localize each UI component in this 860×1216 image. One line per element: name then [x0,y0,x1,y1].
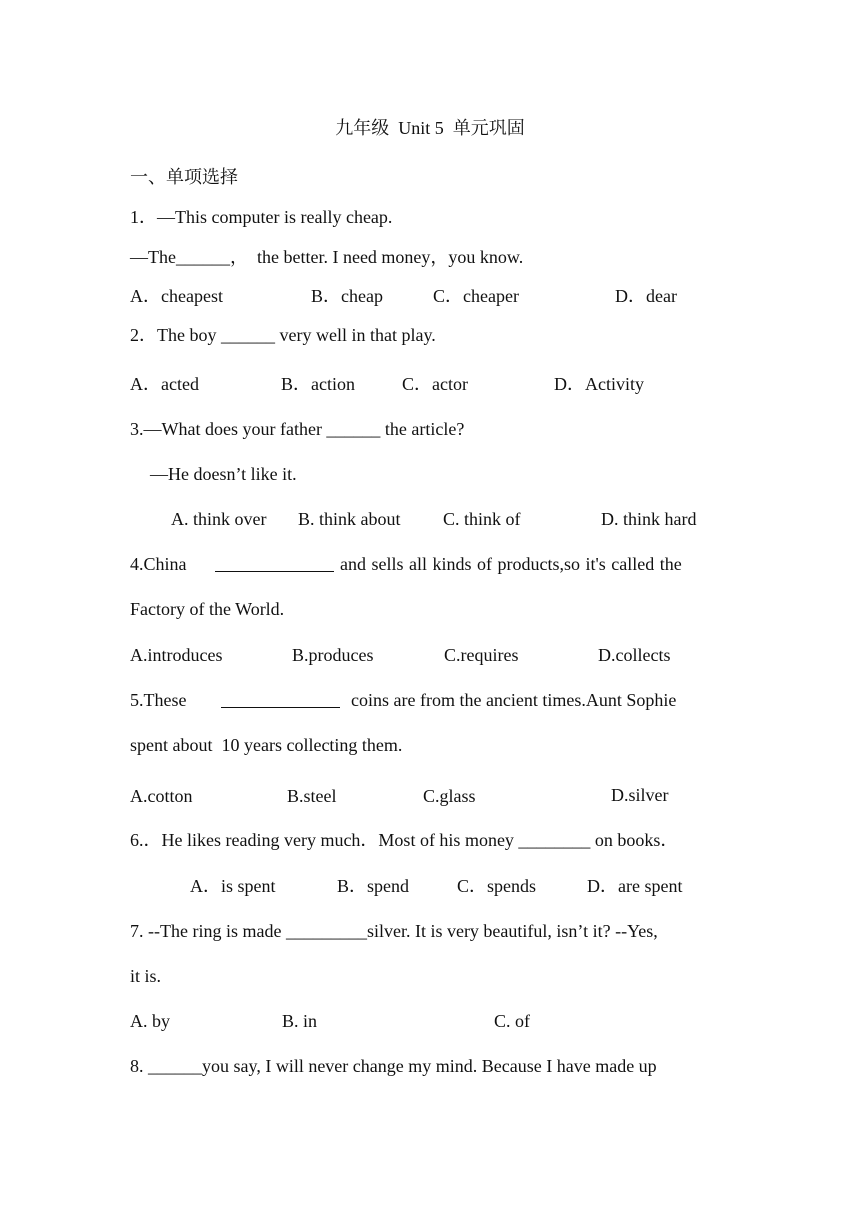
question-7-option-a: A. by [130,1011,170,1031]
question-4-prefix: 4.China [130,554,187,574]
question-4-option-a: A.introduces [130,645,223,665]
question-7-line-1: 7. --The ring is made _________silver. It is very beautiful, isn’t it? --Yes, [130,921,658,941]
question-1-option-c: C．cheaper [433,286,519,306]
question-5-suffix: coins are from the ancient times.Aunt Sophie [351,690,677,710]
question-5-option-d: D.silver [611,785,669,805]
question-4-option-b: B.produces [292,645,374,665]
question-5-option-a: A.cotton [130,786,193,806]
question-1-option-d: D．dear [615,286,677,306]
question-8-line-1: 8. ______you say, I will never change my mind. Because I have made up [130,1056,657,1076]
question-1-option-a: A．cheapest [130,286,223,306]
question-4-line-2: Factory of the World. [130,599,285,619]
question-5-line-2: spent about 10 years collecting them. [130,735,403,755]
question-5-option-c: C.glass [423,786,476,806]
question-5-answer-blank [221,691,340,708]
question-3-option-c: C. think of [443,509,521,529]
section-heading: 一、单项选择 [130,167,238,187]
question-3-line-2: —He doesn’t like it. [150,464,297,484]
question-5-option-b: B.steel [287,786,337,806]
question-4-suffix: and sells all kinds of products,so it's called the [340,554,682,574]
question-7-option-b: B. in [282,1011,318,1031]
question-3-option-a: A. think over [171,509,267,529]
question-5-prefix: 5.These [130,690,187,710]
question-2-option-b: B．action [281,374,355,394]
question-2-line-1: 2．The boy ______ very well in that play. [130,325,436,345]
question-3-line-1: 3.—What does your father ______ the article? [130,419,465,439]
question-7-option-c: C. of [494,1011,530,1031]
question-4-option-c: C.requires [444,645,519,665]
question-1-option-b: B．cheap [311,286,383,306]
page-title: 九年级 Unit 5 单元巩固 [335,118,525,138]
question-3-option-d: D. think hard [601,509,697,529]
question-6-option-c: C．spends [457,876,537,896]
question-6-option-b: B．spend [337,876,409,896]
question-6-option-d: D．are spent [587,876,683,896]
question-2-option-c: C．actor [402,374,468,394]
question-2-option-d: D．Activity [554,374,644,394]
question-6-option-a: A．is spent [190,876,276,896]
question-1-line-2: —The______， the better. I need money，you know. [130,247,524,267]
question-2-option-a: A．acted [130,374,199,394]
question-4-option-d: D.collects [598,645,671,665]
question-7-line-2: it is. [130,966,162,986]
question-3-option-b: B. think about [298,509,401,529]
question-4-answer-blank [215,555,334,572]
question-1-line-1: 1．—This computer is really cheap. [130,207,393,227]
question-6-line-1: 6.．He likes reading very much．Most of his money ________ on books． [130,830,679,850]
